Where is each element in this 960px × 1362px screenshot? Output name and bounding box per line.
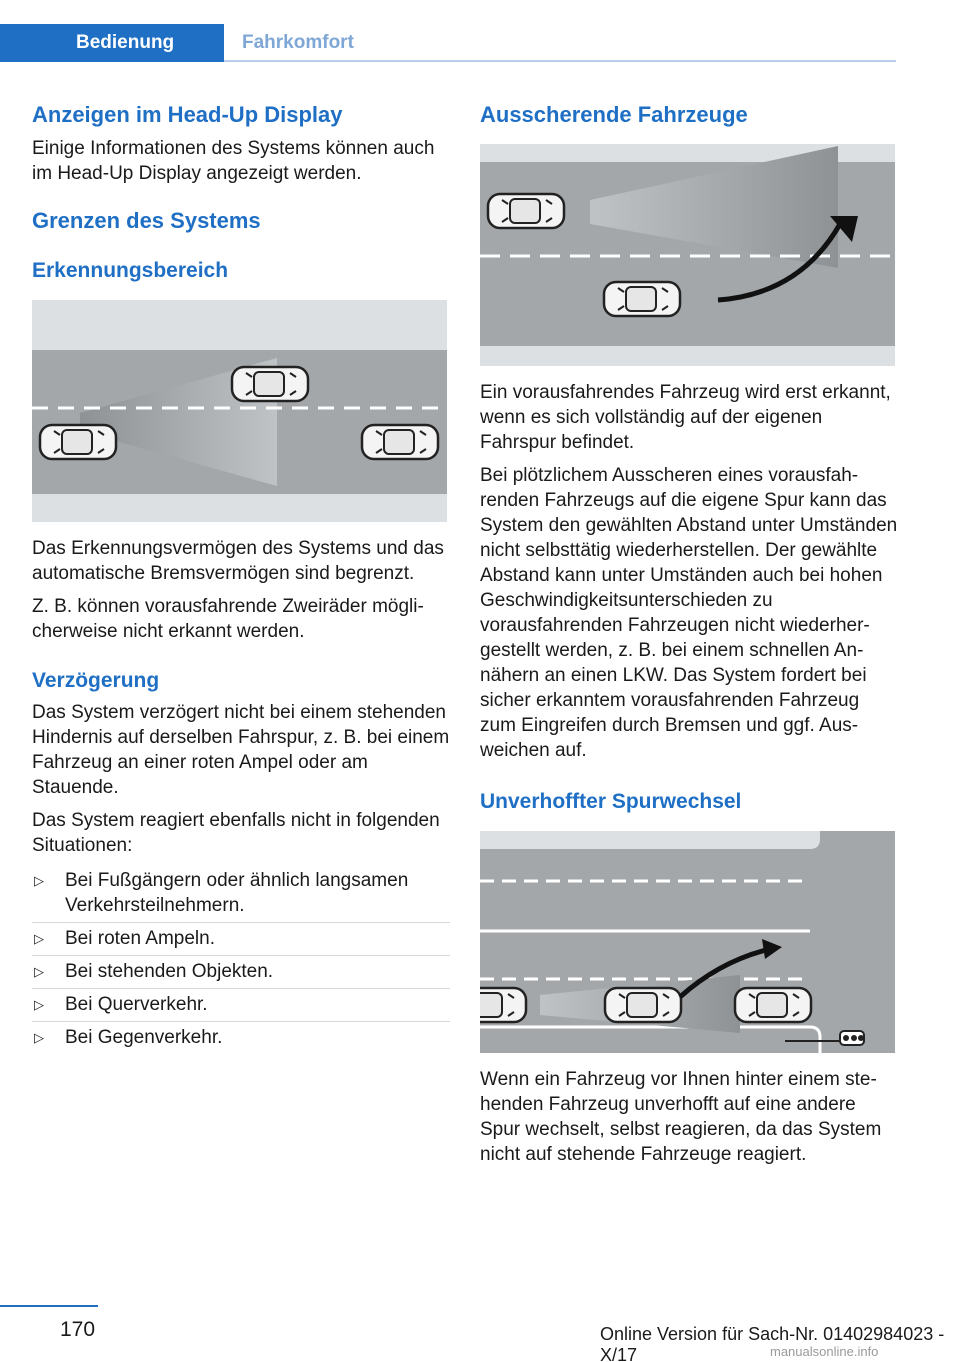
triangle-bullet-icon: ▷ [34,964,44,979]
triangle-bullet-icon: ▷ [34,1030,44,1045]
car-icon [40,425,116,459]
triangle-bullet-icon: ▷ [34,997,44,1012]
lane-change-paragraph: Wenn ein Fahrzeug vor Ihnen hinter einem stehenden Fahrzeug unverhofft auf eine andere Spur wechselt, selbst reagieren, da das System nicht auf stehende Fahrzeuge reagiert. [480,1069,882,1165]
watermark: manualsonline.info [770,1344,879,1359]
cutout-paragraph-1: Ein vorausfahrendes Fahrzeug wird erst erkannt, wenn es sich vollständig auf der eigenen Fahrspur befindet. [480,382,891,453]
footer-divider [0,1305,98,1307]
detection-range-figure [32,300,447,522]
online-version-note: Online Version für Sach-Nr. 01402984023 - X/17 [600,1324,945,1362]
hud-paragraph: Einige Informationen des Systems können auch im Head-Up Display angezeigt werden. [32,138,435,184]
right-column [480,100,898,1167]
decel-paragraph-1: Das System verzögert nicht bei einem stehenden Hindernis auf derselben Fahrspur, z. B. bei einem Fahrzeug an einer roten Ampel oder am Stauende. [32,702,450,798]
lane-change-figure [480,831,895,1053]
range-heading: Erkennungsbereich [32,259,229,282]
limits-heading: Grenzen des Systems [32,208,261,233]
cutout-paragraph-2: Bei plötzlichem Ausscheren eines vorausfahrenden Fahrzeugs auf die eigene Spur kann das System den gewählten Abstand unter Umständen nicht selbsttätig wiederherstellen. Der gewählte Abstand kann unter Umständen auch bei hohen Geschwindigkeitsunterschieden zu vorausfahrenden Fahrzeugen nicht wiederhergestellt werden, z. B. bei einem schnellen Annähern an einen LKW. Das System fordert bei sicher erkanntem vorausfahrenden Fahrzeug zum Eingreifen durch Bremsen und ggf. Ausweichen auf. [480,465,898,761]
hud-heading: Anzeigen im Head-Up Display [32,102,343,127]
car-icon [232,367,308,401]
range-paragraph-1: Das Erkennungsvermögen des Systems und das automatische Bremsvermögen sind begrenzt. [32,538,444,584]
list-item: ▷ Bei Querverkehr. [32,992,450,1017]
situation-list [32,868,450,1050]
cutting-vehicles-figure [480,144,895,366]
car-icon [362,425,438,459]
triangle-bullet-icon: ▷ [34,931,44,946]
car-icon [604,282,680,316]
cutout-heading: Ausscherende Fahrzeuge [480,102,748,127]
car-icon [480,988,526,1022]
page-header [0,0,960,62]
triangle-bullet-icon: ▷ [34,873,44,888]
header-divider [224,60,896,62]
list-item: ▷ Bei roten Ampeln. [32,926,450,951]
decel-heading: Verzögerung [32,669,160,692]
lane-change-heading: Unverhoffter Spurwechsel [480,790,742,813]
page-number: 170 [60,1318,96,1341]
range-paragraph-2: Z. B. können vorausfahrende Zweiräder möglicherweise nicht erkannt werden. [32,596,424,642]
list-item: ▷ Bei Fußgängern oder ähnlich langsamen Verkehrsteilnehmern. [32,868,450,918]
tab-bedienung[interactable]: Bedienung [0,24,224,62]
car-icon [488,194,564,228]
car-icon [605,988,681,1022]
decel-paragraph-2: Das System reagiert ebenfalls nicht in folgenden Situationen: [32,810,440,856]
list-item: ▷ Bei stehenden Objekten. [32,959,450,984]
list-item: ▷ Bei Gegenverkehr. [34,1027,223,1048]
car-icon [735,988,811,1022]
left-column [32,100,450,1058]
tab-fahrkomfort[interactable]: Fahrkomfort [242,32,354,53]
